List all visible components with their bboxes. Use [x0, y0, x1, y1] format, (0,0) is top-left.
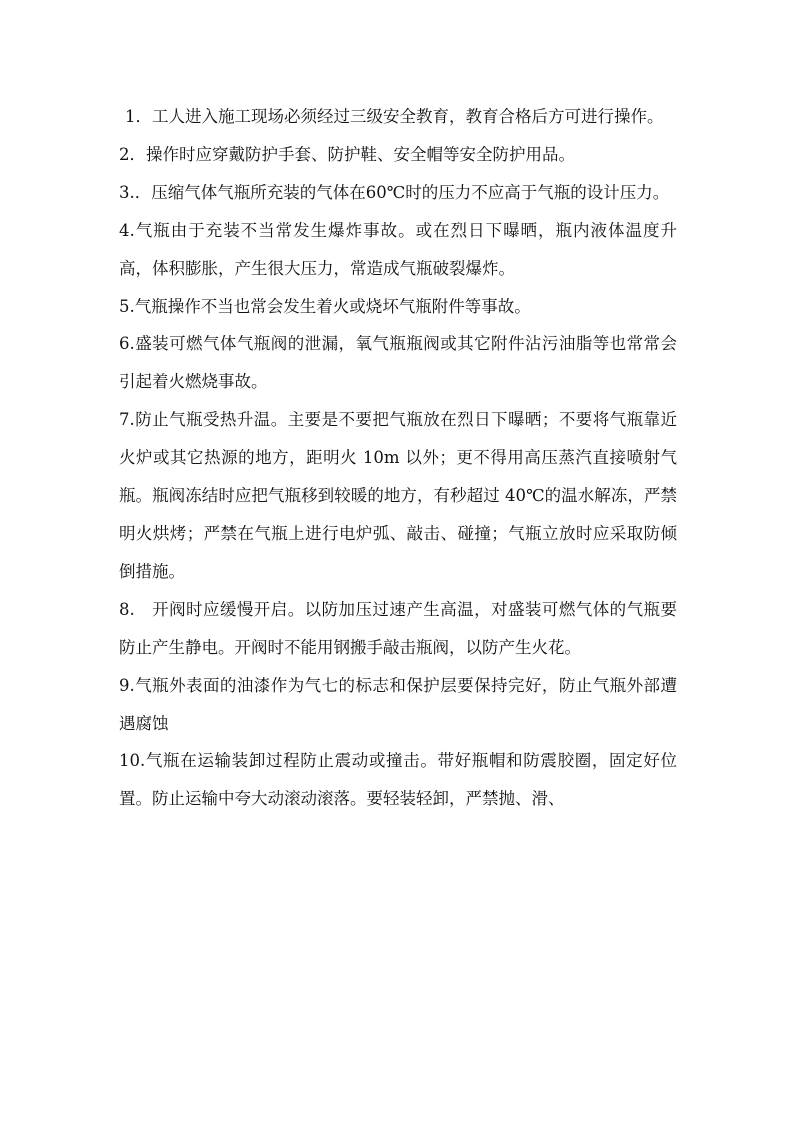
- paragraph-7: 7.防止气瓶受热升温。主要是不要把气瓶放在烈日下曝晒；不要将气瓶靠近火炉或其它热源的地方，距明火 10m 以外；更不得用高压蒸汽直接喷射气瓶。瓶阀冻结时应把气瓶移到较暖的地方，有秒超过 40℃的温水解冻，严禁明火烘烤；严禁在气瓶上进行电炉弧、敲击、碰撞；气瓶立放时应采取防倾倒措施。: [119, 410, 677, 581]
- document-body: [119, 98, 677, 818]
- paragraph-5: 5.气瓶操作不当也常会发生着火或烧坏气瓶附件等事故。: [119, 296, 531, 316]
- paragraph-8: 8. 开阀时应缓慢开启。以防加压过速产生高温，对盛装可燃气体的气瓶要防止产生静电。开阀时不能用钢搬手敲击瓶阀，以防产生火花。: [119, 599, 677, 657]
- paragraph-2: 2．操作时应穿戴防护手套、防护鞋、安全帽等安全防护用品。: [119, 144, 575, 164]
- paragraph-4: 4.气瓶由于充装不当常发生爆炸事故。或在烈日下曝晒，瓶内液体温度升高，体积膨胀，产生很大压力，常造成气瓶破裂爆炸。: [119, 220, 677, 278]
- paragraph-10: 10.气瓶在运输装卸过程防止震动或撞击。带好瓶帽和防震胶圈，固定好位置。防止运输中夸大动滚动滚落。要轻装轻卸，严禁抛、滑、: [119, 751, 677, 809]
- paragraph-3: 3.．压缩气体气瓶所充装的气体在60℃时的压力不应高于气瓶的设计压力。: [119, 182, 670, 202]
- paragraph-9: 9.气瓶外表面的油漆作为气七的标志和保护层要保持完好，防止气瓶外部遭遇腐蚀: [119, 675, 677, 733]
- paragraph-6: 6.盛装可燃气体气瓶阀的泄漏，氧气瓶瓶阀或其它附件沾污油脂等也常常会引起着火燃烧事故。: [119, 334, 677, 392]
- paragraph-1: 1．工人进入施工现场必须经过三级安全教育，教育合格后方可进行操作。: [125, 107, 664, 126]
